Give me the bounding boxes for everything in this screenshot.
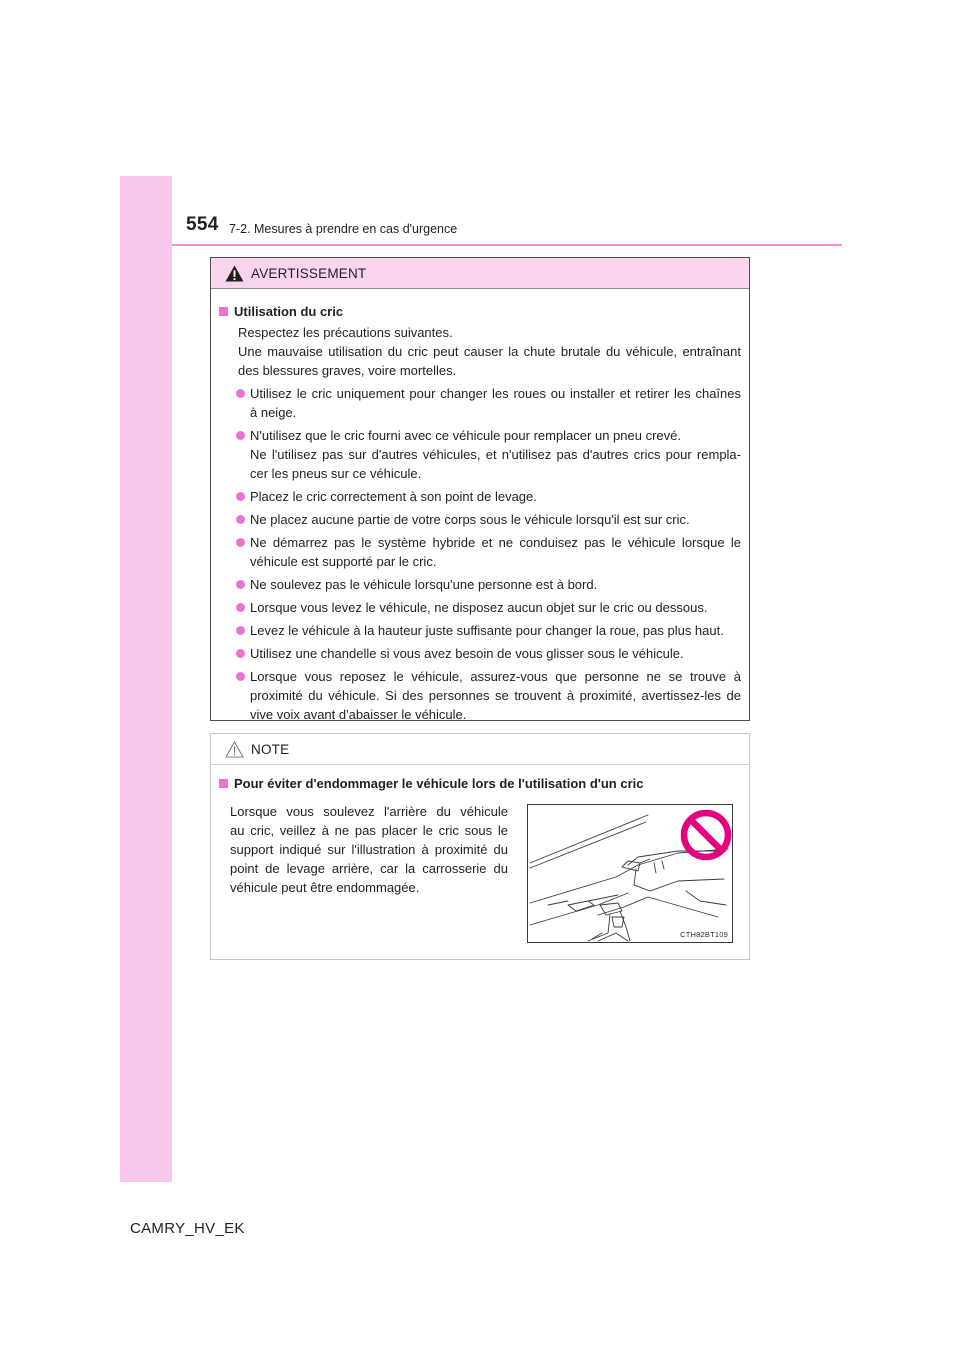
- bullet-dot-icon: [236, 431, 245, 440]
- bullet-dot-icon: [236, 515, 245, 524]
- bullet-dot-icon: [236, 649, 245, 658]
- bullet-line: Ne soulevez pas le véhicule lorsqu'une personne est à bord.: [250, 577, 598, 592]
- bullet-line: Ne l'utilisez pas sur d'autres véhicules, et n'utilisez pas d'autres crics pour rempla-: [250, 447, 741, 462]
- warning-body: [211, 289, 749, 724]
- bullet-line: Ne placez aucune partie de votre corps sous le véhicule lorsqu'il est sur cric.: [250, 512, 690, 527]
- bullet-dot-icon: [236, 672, 245, 681]
- bullet-line: Levez le véhicule à la hauteur juste suffisante pour changer la roue, pas plus haut.: [250, 623, 724, 638]
- warning-bullet: [219, 533, 741, 571]
- bullet-line: Ne démarrez pas le système hybride et ne conduisez pas le véhicule lorsque le: [250, 535, 741, 550]
- note-line: point de levage arrière, car la carrosserie du: [230, 861, 508, 876]
- warning-bullet: [219, 384, 741, 422]
- bullet-line: Utilisez une chandelle si vous avez besoin de vous glisser sous le véhicule.: [250, 646, 684, 661]
- bullet-line: Lorsque vous reposez le véhicule, assurez-vous que personne ne se trouve à: [250, 669, 741, 684]
- bullet-dot-icon: [236, 603, 245, 612]
- side-tab-band: [120, 176, 172, 1182]
- note-heading-text: Pour éviter d'endommager le véhicule lors de l'utilisation d'un cric: [234, 776, 644, 791]
- warning-bullet: [219, 426, 741, 483]
- warning-bullet: [219, 667, 741, 724]
- bullet-line: véhicule est supporté par le cric.: [250, 554, 437, 569]
- header-rule: [172, 244, 842, 246]
- page-number: 554: [186, 214, 219, 235]
- warning-bullet: [219, 487, 741, 506]
- bullet-dot-icon: [236, 538, 245, 547]
- warning-triangle-icon: [225, 265, 244, 282]
- bullet-line: proximité du véhicule. Si des personnes se trouvent à proximité, avertissez-les de: [250, 688, 741, 703]
- note-text: [230, 802, 508, 897]
- figure-id: CTH82BT109: [680, 930, 728, 939]
- note-box: [210, 733, 750, 960]
- bullet-line: à neige.: [250, 405, 297, 420]
- warning-bullet: [219, 598, 741, 617]
- warning-header: [211, 258, 749, 289]
- section-title: 7-2. Mesures à prendre en cas d'urgence: [229, 222, 458, 236]
- note-title: NOTE: [251, 741, 290, 757]
- intro-line: Une mauvaise utilisation du cric peut causer la chute brutale du véhicule, entraînant: [238, 344, 741, 359]
- bullet-line: cer les pneus sur ce véhicule.: [250, 466, 422, 481]
- bullet-line: Utilisez le cric uniquement pour changer les roues ou installer et retirer les chaînes: [250, 386, 741, 401]
- warning-title: AVERTISSEMENT: [251, 265, 367, 281]
- bullet-line: N'utilisez que le cric fourni avec ce véhicule pour remplacer un pneu crevé.: [250, 428, 681, 443]
- note-line: véhicule peut être endommagée.: [230, 880, 420, 895]
- intro-line: Respectez les précautions suivantes.: [238, 325, 453, 340]
- warning-bullet: [219, 575, 741, 594]
- warning-bullet: [219, 510, 741, 529]
- bullet-dot-icon: [236, 389, 245, 398]
- square-bullet-icon: [219, 307, 228, 316]
- warning-heading-text: Utilisation du cric: [234, 304, 344, 319]
- caution-outline-icon: [225, 741, 244, 758]
- note-heading: [219, 776, 644, 791]
- bullet-dot-icon: [236, 626, 245, 635]
- warning-heading: [219, 302, 741, 321]
- warning-bullet: [219, 644, 741, 663]
- warning-box: [210, 257, 750, 721]
- square-bullet-icon: [219, 779, 228, 788]
- warning-intro: [219, 323, 741, 380]
- bullet-dot-icon: [236, 492, 245, 501]
- jack-placement-drawing: [528, 805, 732, 942]
- note-line: au cric, veillez à ne pas placer le cric sous le: [230, 823, 508, 838]
- bullet-line: vive voix avant d'abaisser le véhicule.: [250, 707, 467, 722]
- warning-bullet: [219, 621, 741, 640]
- note-line: support indiqué sur l'illustration à proximité du: [230, 842, 508, 857]
- bullet-line: Placez le cric correctement à son point de levage.: [250, 489, 537, 504]
- bullet-line: Lorsque vous levez le véhicule, ne disposez aucun objet sur le cric ou dessous.: [250, 600, 708, 615]
- note-header: [211, 734, 749, 765]
- jack-illustration: [527, 804, 733, 943]
- bullet-dot-icon: [236, 580, 245, 589]
- note-line: Lorsque vous soulevez l'arrière du véhicule: [230, 804, 508, 819]
- intro-line: des blessures graves, voire mortelles.: [238, 363, 457, 378]
- footer-code: CAMRY_HV_EK: [130, 1220, 245, 1237]
